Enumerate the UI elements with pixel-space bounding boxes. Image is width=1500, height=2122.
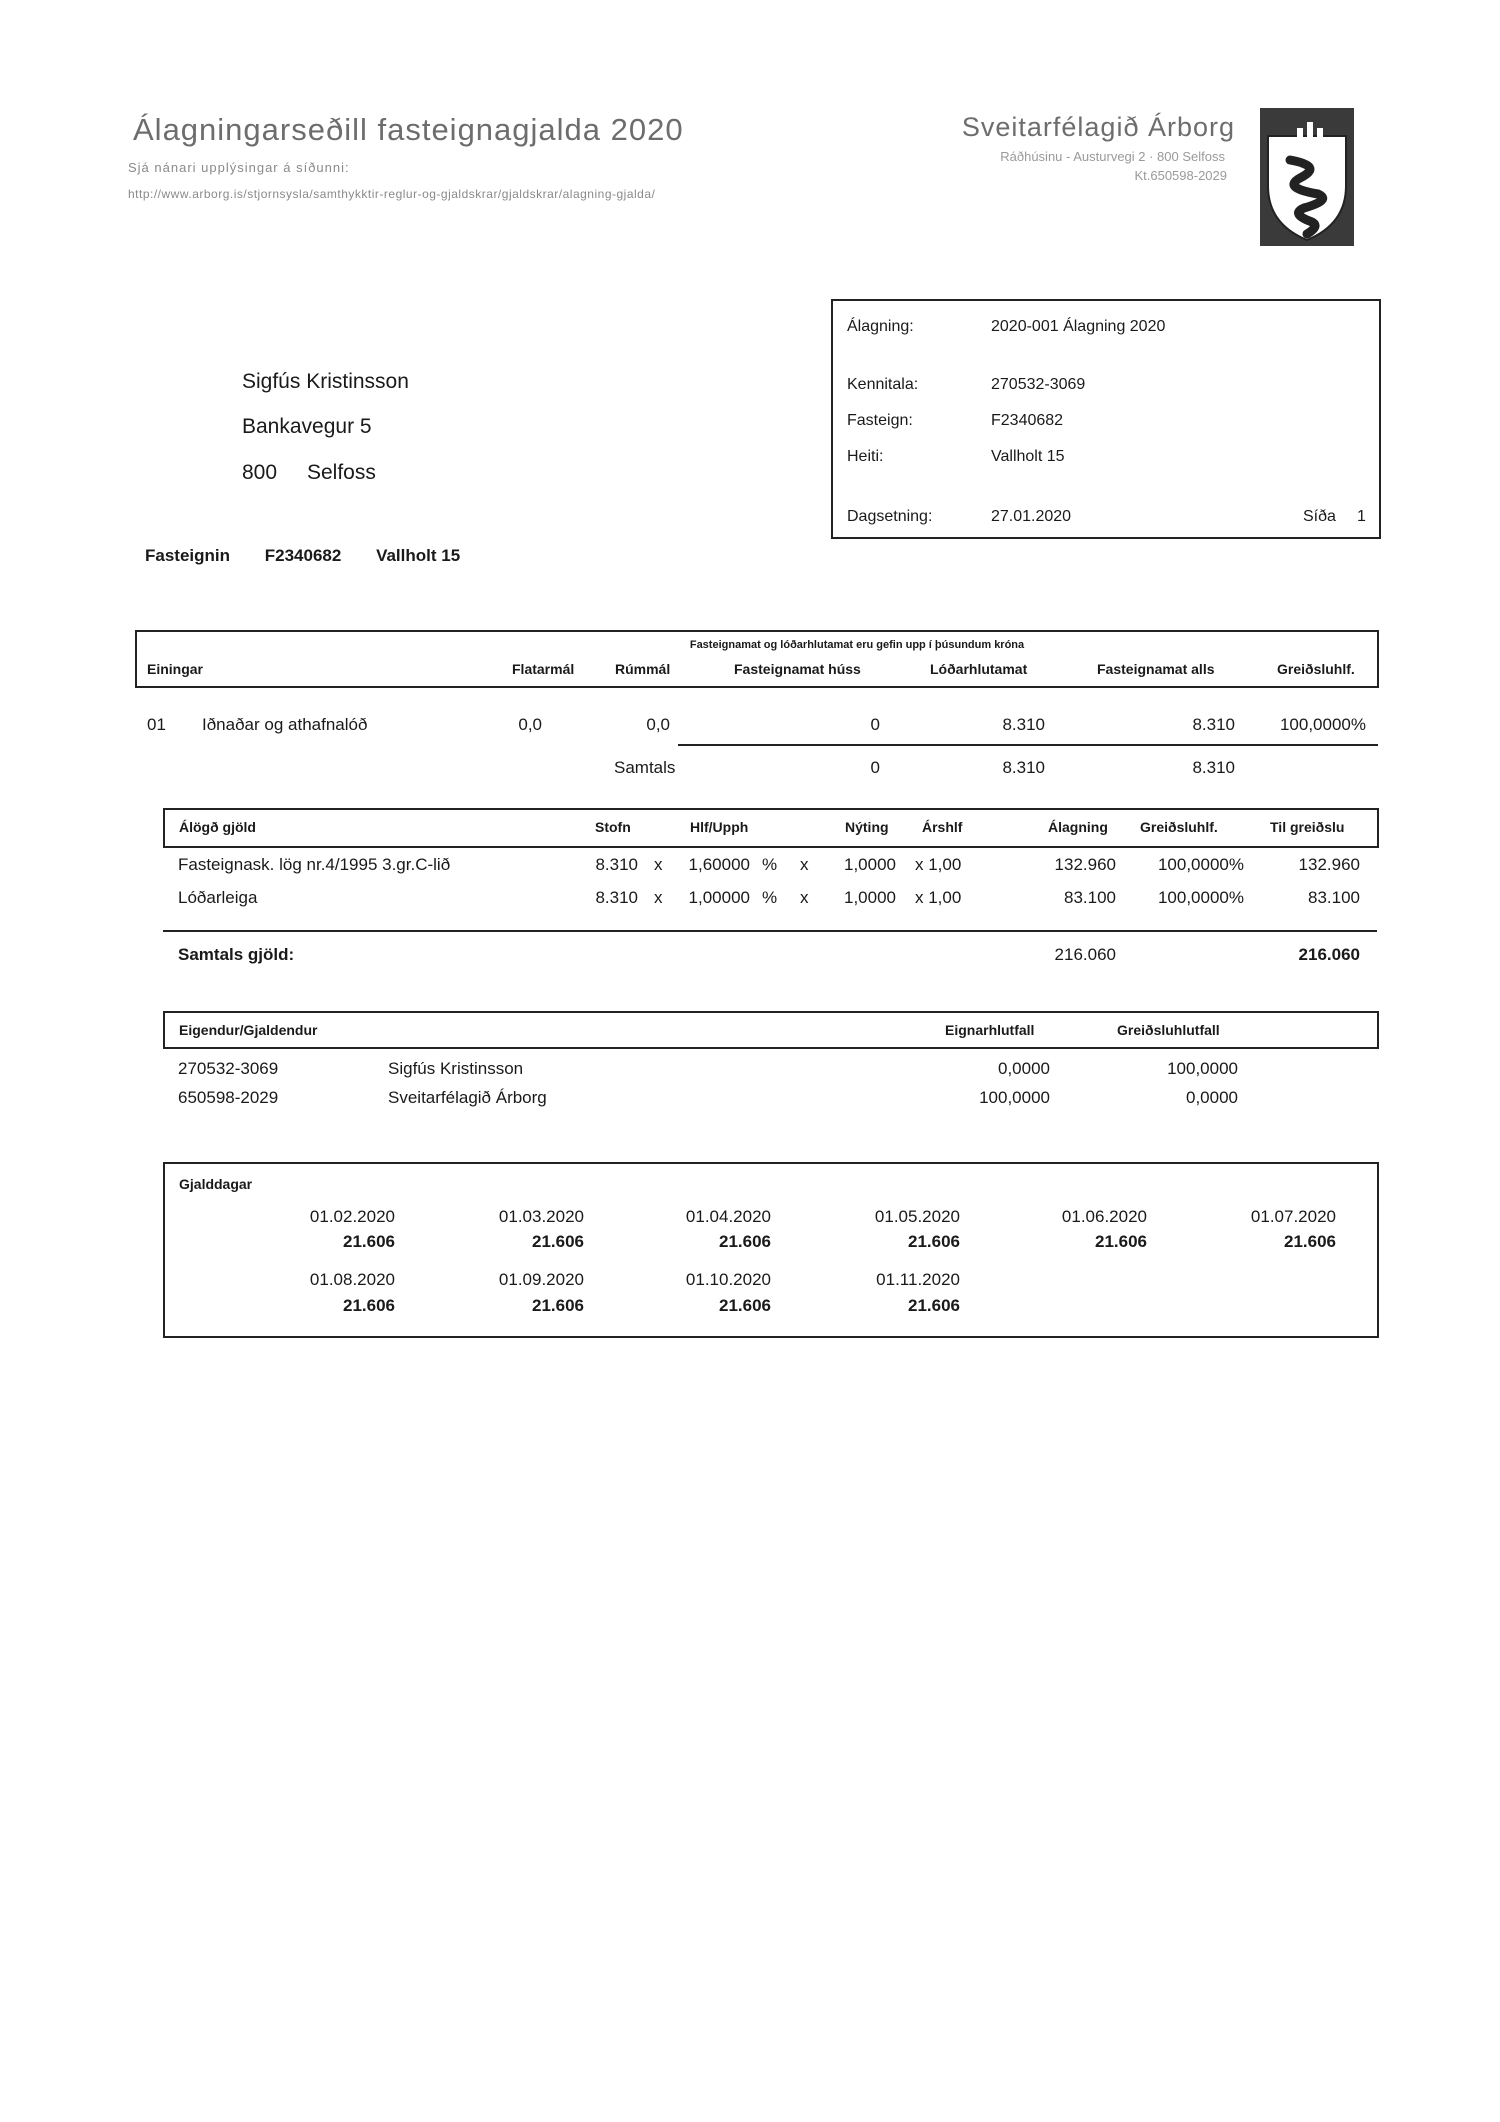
property-label: Fasteignin (145, 546, 231, 565)
unit-greid: 100,0000% (1279, 715, 1366, 734)
units-total-hus: 0 (870, 758, 880, 777)
unit-lod: 8.310 (1002, 715, 1045, 734)
charges-header-box (163, 808, 1379, 848)
property-name: Vallholt 15 (376, 546, 461, 565)
col-arshlf: Árshlf (922, 819, 963, 835)
recipient-postcode: 800 (242, 461, 278, 484)
owner-kt: 650598-2029 (178, 1088, 279, 1107)
owner-greid: 0,0000 (1186, 1088, 1238, 1107)
municipality-name: Sveitarfélagið Árborg (961, 112, 1235, 142)
due-amount: 21.606 (343, 1232, 395, 1251)
owner-greid: 100,0000 (1167, 1059, 1238, 1078)
units-total-lod: 8.310 (1002, 758, 1045, 777)
alagning-value: 2020-001 Álagning 2020 (991, 318, 1166, 335)
col-rummal: Rúmmál (615, 661, 671, 677)
document-title: Álagningarseðill fasteignagjalda 2020 (133, 112, 684, 147)
col-greidsluhlf: Greiðsluhlf. (1140, 819, 1218, 835)
charge-alagning: 83.100 (1064, 888, 1116, 907)
charge-alagning: 132.960 (1054, 855, 1116, 874)
charge-nyting: 1,0000 (844, 855, 896, 874)
col-eigendur: Eigendur/Gjaldendur (179, 1022, 318, 1038)
col-hlf-upph: Hlf/Upph (690, 819, 749, 835)
charge-arshlf: x 1,00 (915, 888, 962, 907)
charges-total-alagning: 216.060 (1054, 945, 1116, 964)
charge-pct: % (762, 855, 778, 874)
kennitala-label: Kennitala: (847, 376, 919, 393)
charge-desc: Lóðarleiga (178, 888, 258, 907)
due-amount: 21.606 (908, 1296, 960, 1315)
due-date: 01.09.2020 (498, 1270, 584, 1289)
col-alagning: Álagning (1048, 819, 1108, 835)
due-date: 01.04.2020 (685, 1207, 771, 1226)
charge-hlf: 1,00000 (688, 888, 750, 907)
col-stofn: Stofn (595, 819, 631, 835)
property-id: F2340682 (264, 546, 342, 565)
due-date: 01.10.2020 (685, 1270, 771, 1289)
municipality-address: Ráðhúsinu - Austurvegi 2 · 800 Selfoss (1000, 149, 1225, 164)
charge-til: 132.960 (1298, 855, 1360, 874)
charge-greid: 100,0000% (1157, 888, 1244, 907)
owner-name: Sigfús Kristinsson (388, 1059, 524, 1078)
owners-header-box (163, 1011, 1379, 1049)
col-alogd-gjold: Álögð gjöld (179, 819, 256, 835)
charge-stofn: 8.310 (595, 855, 638, 874)
col-greidsluhlf: Greiðsluhlf. (1277, 661, 1355, 677)
charge-greid: 100,0000% (1157, 855, 1244, 874)
due-date: 01.07.2020 (1250, 1207, 1336, 1226)
heiti-label: Heiti: (847, 448, 884, 465)
col-fasteignamat-huss: Fasteignamat húss (734, 661, 861, 677)
unit-alls: 8.310 (1192, 715, 1235, 734)
coat-of-arms-icon (1260, 108, 1354, 246)
charge-til: 83.100 (1308, 888, 1360, 907)
owner-name: Sveitarfélagið Árborg (388, 1088, 547, 1107)
property-line (145, 546, 490, 566)
due-dates-box (163, 1162, 1379, 1338)
units-total-alls: 8.310 (1192, 758, 1235, 777)
info-url: http://www.arborg.is/stjornsysla/samthykktir-reglur-og-gjaldskrar/gjaldskrar/alagning-gjalda/ (128, 187, 656, 201)
page-label: Síða (1303, 508, 1336, 525)
col-einingar: Einingar (147, 661, 204, 677)
recipient-name: Sigfús Kristinsson (242, 370, 409, 393)
units-note: Fasteignamat og lóðarhlutamat eru gefin upp í þúsundum króna (689, 639, 1025, 651)
charges-total-label: Samtals gjöld: (178, 945, 295, 964)
col-fasteignamat-alls: Fasteignamat alls (1097, 661, 1215, 677)
owner-eign: 100,0000 (979, 1088, 1050, 1107)
due-amount: 21.606 (532, 1296, 584, 1315)
due-amount: 21.606 (908, 1232, 960, 1251)
col-greidsluhlutfall: Greiðsluhlutfall (1117, 1022, 1220, 1038)
due-amount: 21.606 (719, 1232, 771, 1251)
due-amount: 21.606 (1095, 1232, 1147, 1251)
due-date: 01.05.2020 (874, 1207, 960, 1226)
owner-eign: 0,0000 (998, 1059, 1050, 1078)
subtitle: Sjá nánari upplýsingar á síðunni: (128, 160, 350, 175)
charges-total-rule (163, 930, 1377, 932)
due-amount: 21.606 (1284, 1232, 1336, 1251)
col-nyting: Nýting (845, 819, 889, 835)
recipient-street: Bankavegur 5 (242, 415, 372, 438)
col-eignarhlutfall: Eignarhlutfall (945, 1022, 1035, 1038)
assessment-info-box (831, 299, 1381, 539)
charge-x2: x (800, 855, 809, 874)
col-lodarhlutamat: Lóðarhlutamat (930, 661, 1028, 677)
municipality-kt: Kt.650598-2029 (1134, 168, 1227, 183)
charge-desc: Fasteignask. lög nr.4/1995 3.gr.C-lið (178, 855, 451, 874)
charge-nyting: 1,0000 (844, 888, 896, 907)
fasteign-label: Fasteign: (847, 412, 913, 429)
dagsetning-value: 27.01.2020 (991, 508, 1072, 525)
col-til-greidslu: Til greiðslu (1270, 819, 1345, 835)
due-date: 01.03.2020 (498, 1207, 584, 1226)
charge-stofn: 8.310 (595, 888, 638, 907)
page-number: 1 (1357, 508, 1366, 525)
charge-hlf: 1,60000 (688, 855, 750, 874)
charge-arshlf: x 1,00 (915, 855, 962, 874)
units-total-rule (678, 744, 1378, 746)
kennitala-value: 270532-3069 (991, 376, 1086, 393)
charges-total-til: 216.060 (1298, 945, 1360, 964)
owner-kt: 270532-3069 (178, 1059, 279, 1078)
unit-flatarmal: 0,0 (518, 715, 542, 734)
unit-desc: Iðnaðar og athafnalóð (202, 715, 368, 734)
due-dates-label: Gjalddagar (179, 1176, 253, 1192)
due-date: 01.11.2020 (876, 1270, 960, 1289)
due-date: 01.02.2020 (309, 1207, 395, 1226)
due-amount: 21.606 (719, 1296, 771, 1315)
dagsetning-label: Dagsetning: (847, 508, 933, 525)
fasteign-value: F2340682 (991, 412, 1064, 429)
units-header-box (135, 630, 1379, 688)
charge-pct: % (762, 888, 778, 907)
recipient-town: Selfoss (307, 461, 376, 484)
due-date: 01.06.2020 (1061, 1207, 1147, 1226)
heiti-value: Vallholt 15 (991, 448, 1065, 465)
unit-hus: 0 (870, 715, 880, 734)
due-amount: 21.606 (343, 1296, 395, 1315)
col-flatarmal: Flatarmál (512, 661, 575, 677)
due-date: 01.08.2020 (309, 1270, 395, 1289)
charge-x1: x (654, 888, 663, 907)
charge-x1: x (654, 855, 663, 874)
unit-rummal: 0,0 (646, 715, 670, 734)
due-amount: 21.606 (532, 1232, 584, 1251)
units-total-label: Samtals (614, 758, 676, 777)
unit-nr: 01 (147, 715, 166, 734)
charge-x2: x (800, 888, 809, 907)
alagning-label: Álagning: (847, 318, 914, 335)
